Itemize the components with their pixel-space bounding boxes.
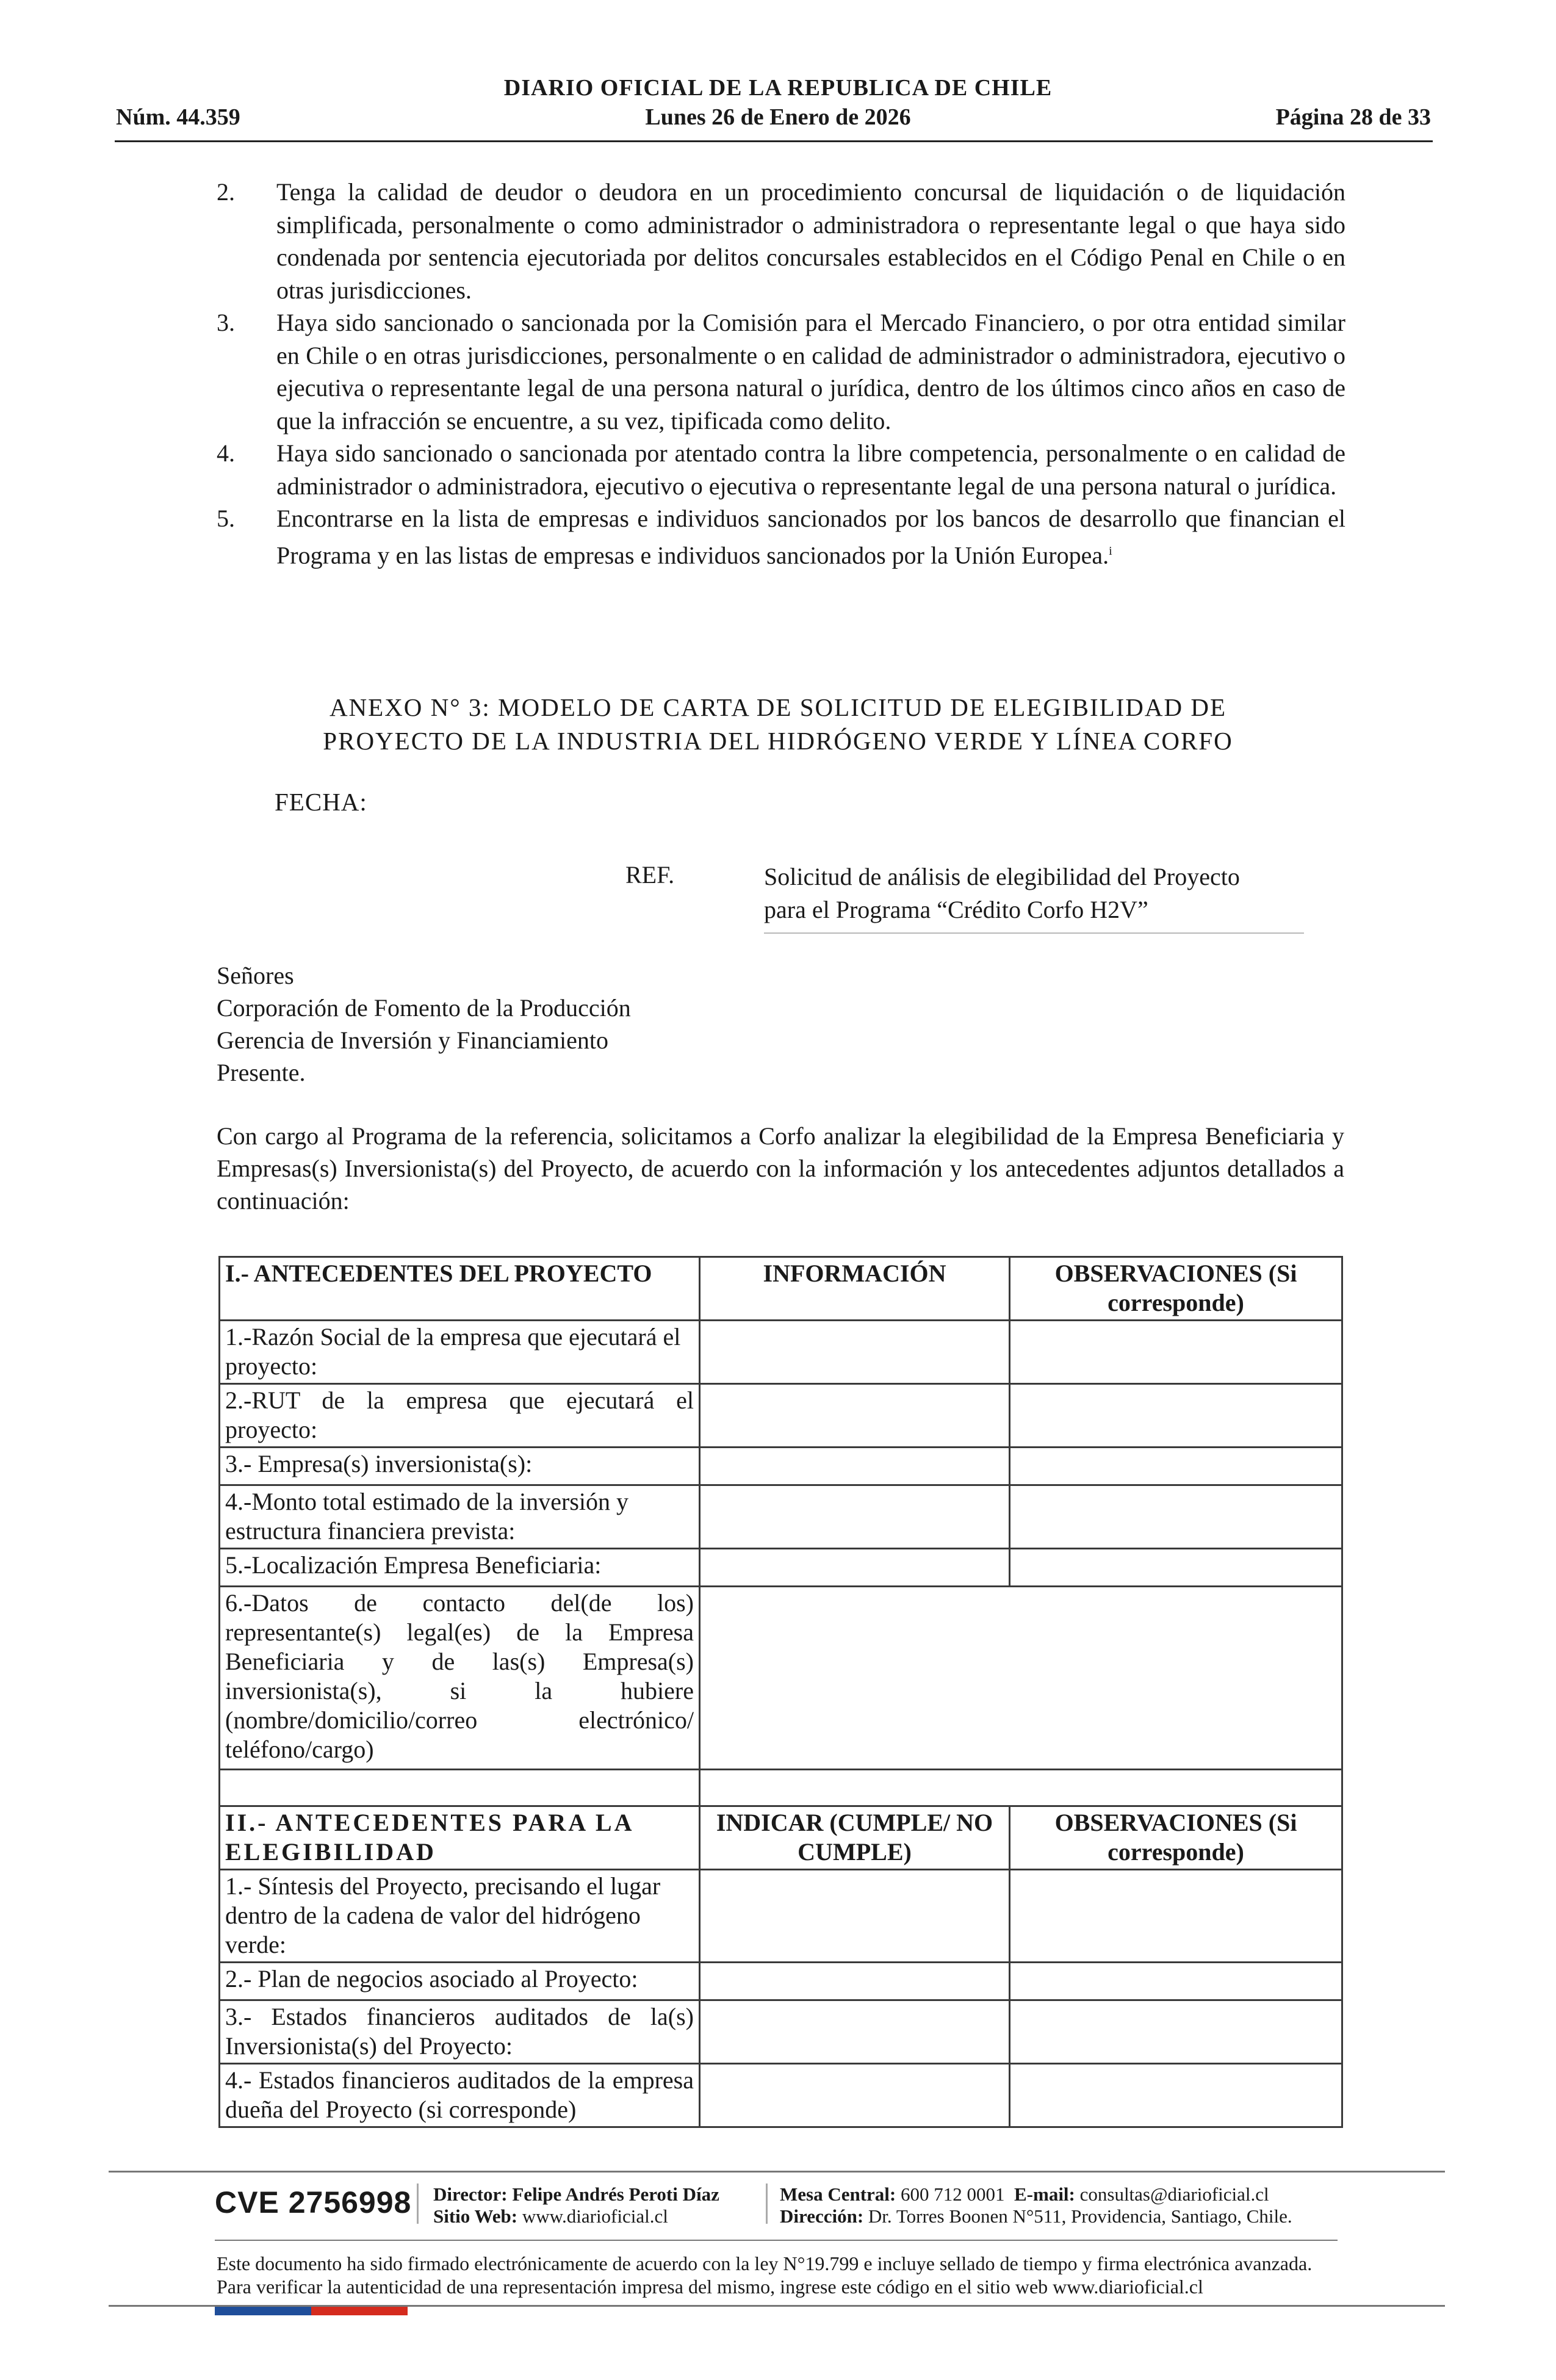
office-address: Dr. Torres Boonen N°511, Providencia, Santiago, Chile. bbox=[868, 2205, 1292, 2227]
compliance-cell[interactable] bbox=[700, 2000, 1010, 2064]
compliance-cell[interactable] bbox=[700, 1870, 1010, 1963]
flag-stripe-red bbox=[311, 2307, 408, 2315]
row-label: 2.-RUT de la empresa que ejecutará el proyecto: bbox=[220, 1384, 700, 1448]
row-label: 2.- Plan de negocios asociado al Proyecto: bbox=[220, 1963, 700, 2000]
list-item-number: 4. bbox=[217, 439, 235, 467]
address-label: Dirección: bbox=[780, 2205, 864, 2227]
row-label: 1.- Síntesis del Proyecto, precisando el lugar dentro de la cadena de valor del hidrógeno verde: bbox=[220, 1870, 700, 1963]
intro-paragraph: Con cargo al Programa de la referencia, solicitamos a Corfo analizar la elegibilidad de la Empresa Beneficiaria y Empresas(s) Inversionista(s) del Proyecto, de acuerdo con la información y los antecedentes adjuntos detallados a continuación: bbox=[217, 1122, 1344, 1214]
issue-number: Núm. 44.359 bbox=[116, 104, 240, 130]
cve-code: CVE 2756998 bbox=[215, 2185, 412, 2220]
observations-cell[interactable] bbox=[1010, 1870, 1342, 1963]
footer-separator bbox=[766, 2183, 768, 2224]
table-row bbox=[220, 2000, 1342, 2064]
footer-divider bbox=[215, 2240, 1338, 2241]
director-name: Felipe Andrés Peroti Díaz bbox=[512, 2183, 719, 2205]
table-row bbox=[220, 1549, 1342, 1587]
header-divider bbox=[115, 140, 1433, 142]
email-label: E-mail: bbox=[1014, 2183, 1075, 2205]
row-label: 5.-Localización Empresa Beneficiaria: bbox=[220, 1549, 700, 1587]
table-row bbox=[220, 2064, 1342, 2127]
ref-label: REF. bbox=[625, 861, 675, 889]
list-item-number: 5. bbox=[217, 505, 235, 532]
addressee-line: Presente. bbox=[217, 1059, 306, 1086]
addressee-block bbox=[217, 959, 631, 1089]
email-link[interactable]: consultas@diarioficial.cl bbox=[1079, 2183, 1269, 2205]
row-label: 4.-Monto total estimado de la inversión y estructura financiera prevista: bbox=[220, 1485, 700, 1549]
row-label: 6.-Datos de contacto del(de los) representante(s) legal(es) de la Empresa Beneficiaria y de las(s) Empresa(s) inversionista(s), si la hubiere (nombre/domicilio/correo electrónico/ teléfono/cargo) bbox=[220, 1587, 700, 1770]
page-number: Página 28 de 33 bbox=[1275, 104, 1431, 130]
website-link[interactable]: www.diarioficial.cl bbox=[522, 2205, 668, 2227]
observations-cell[interactable] bbox=[1010, 1485, 1342, 1549]
footnote-marker[interactable]: i bbox=[1109, 544, 1112, 558]
row-label: 1.-Razón Social de la empresa que ejecutará el proyecto: bbox=[220, 1321, 700, 1384]
table-header-row bbox=[220, 1806, 1342, 1870]
information-cell[interactable] bbox=[700, 1321, 1010, 1384]
legal-notice: Este documento ha sido firmado electrónicamente de acuerdo con la ley N°19.799 e incluye sellado de tiempo y firma electrónica avanzada. Para verificar la autenticidad de una representación impresa del mismo, ingrese este código en el sitio web www.diarioficial.cl bbox=[217, 2252, 1313, 2298]
list-item-number: 3. bbox=[217, 309, 235, 336]
list-item bbox=[217, 176, 1345, 306]
website-label: Sitio Web: bbox=[433, 2205, 518, 2227]
addressee-line: Corporación de Fomento de la Producción bbox=[217, 994, 631, 1022]
list-item-number: 2. bbox=[217, 178, 235, 206]
observations-cell[interactable] bbox=[1010, 1549, 1342, 1587]
table-row bbox=[220, 1485, 1342, 1549]
list-item-text: Tenga la calidad de deudor o deudora en un procedimiento concursal de liquidación o de liquidación simplificada, personalmente o como administrador o administradora o representante legal o que haya sido condenada por sentencia ejecutoriada por delitos concursales establecidos en el Código Penal en Chile o en otras jurisdicciones. bbox=[276, 178, 1345, 304]
ref-description bbox=[764, 860, 1240, 926]
column-header-observations: OBSERVACIONES (Si corresponde) bbox=[1010, 1806, 1342, 1870]
eligibility-form-table bbox=[218, 1256, 1343, 2128]
information-cell[interactable] bbox=[700, 1384, 1010, 1448]
table-row bbox=[220, 1448, 1342, 1485]
information-cell[interactable] bbox=[700, 1485, 1010, 1549]
table-spacer-row bbox=[220, 1770, 1342, 1806]
observations-cell[interactable] bbox=[1010, 2064, 1342, 2127]
phone-number: 600 712 0001 bbox=[901, 2183, 1005, 2205]
table-row bbox=[220, 1384, 1342, 1448]
row-label: 3.- Empresa(s) inversionista(s): bbox=[220, 1448, 700, 1485]
table-header-row bbox=[220, 1257, 1342, 1321]
annex-title-line: ANEXO N° 3: MODELO DE CARTA DE SOLICITUD DE ELEGIBILIDAD DE bbox=[329, 693, 1227, 721]
table-row bbox=[220, 1963, 1342, 2000]
observations-cell[interactable] bbox=[1010, 1448, 1342, 1485]
column-header-compliance: INDICAR (CUMPLE/ NO CUMPLE) bbox=[700, 1806, 1010, 1870]
numbered-list bbox=[217, 176, 1345, 571]
addressee-line: Señores bbox=[217, 962, 294, 989]
ref-line: Solicitud de análisis de elegibilidad del Proyecto bbox=[764, 863, 1240, 890]
table-row bbox=[220, 1870, 1342, 1963]
ref-line: para el Programa “Crédito Corfo H2V” bbox=[764, 896, 1148, 923]
footer-contact-block bbox=[780, 2183, 1292, 2227]
contact-data-cell[interactable] bbox=[700, 1587, 1342, 1770]
director-label: Director: bbox=[433, 2183, 508, 2205]
row-label: 4.- Estados financieros auditados de la empresa dueña del Proyecto (si corresponde) bbox=[220, 2064, 700, 2127]
phone-label: Mesa Central: bbox=[780, 2183, 896, 2205]
empty-cell bbox=[700, 1770, 1342, 1806]
compliance-cell[interactable] bbox=[700, 2064, 1010, 2127]
footer-director-block bbox=[433, 2183, 719, 2227]
information-cell[interactable] bbox=[700, 1549, 1010, 1587]
date-label: FECHA: bbox=[275, 788, 367, 816]
footer-separator bbox=[417, 2183, 419, 2224]
addressee-line: Gerencia de Inversión y Financiamiento bbox=[217, 1026, 608, 1054]
observations-cell[interactable] bbox=[1010, 1384, 1342, 1448]
newspaper-title: DIARIO OFICIAL DE LA REPUBLICA DE CHILE bbox=[503, 75, 1053, 101]
list-item bbox=[217, 502, 1345, 571]
row-label: 3.- Estados financieros auditados de la(s) Inversionista(s) del Proyecto: bbox=[220, 2000, 700, 2064]
section-2-header: II.- ANTECEDENTES PARA LA ELEGIBILIDAD bbox=[220, 1806, 700, 1870]
column-header-observations: OBSERVACIONES (Si corresponde) bbox=[1010, 1257, 1342, 1321]
list-item-text: Haya sido sancionado o sancionada por la Comisión para el Mercado Financiero, o por otra entidad similar en Chile o en otras jurisdicciones, personalmente o en calidad de administrador o administradora, ejecutivo o ejecutiva o representante legal de una persona natural o jurídica, dentro de los últimos cinco años en caso de que la infracción se encuentre, a su vez, tipificada como delito. bbox=[276, 309, 1345, 435]
section-1-header: I.- ANTECEDENTES DEL PROYECTO bbox=[220, 1257, 700, 1321]
information-cell[interactable] bbox=[700, 1448, 1010, 1485]
annex-title-line: PROYECTO DE LA INDUSTRIA DEL HIDRÓGENO VERDE Y LÍNEA CORFO bbox=[323, 727, 1233, 755]
flag-stripe-blue bbox=[215, 2307, 311, 2315]
empty-cell bbox=[220, 1770, 700, 1806]
compliance-cell[interactable] bbox=[700, 1963, 1010, 2000]
table-row bbox=[220, 1321, 1342, 1384]
footer-divider bbox=[109, 2171, 1445, 2173]
column-header-information: INFORMACIÓN bbox=[700, 1257, 1010, 1321]
list-item-text: Encontrarse en la lista de empresas e individuos sancionados por los bancos de desarrollo que financian el Programa y en las listas de empresas e individuos sancionados por la Unión Europea. bbox=[276, 505, 1345, 569]
observations-cell[interactable] bbox=[1010, 2000, 1342, 2064]
observations-cell[interactable] bbox=[1010, 1321, 1342, 1384]
issue-date: Lunes 26 de Enero de 2026 bbox=[645, 104, 911, 130]
list-item bbox=[217, 306, 1345, 437]
ref-underline bbox=[764, 932, 1304, 934]
annex-title bbox=[0, 691, 1556, 758]
list-item-text: Haya sido sancionado o sancionada por atentado contra la libre competencia, personalmente o en calidad de administrador o administradora, ejecutivo o ejecutiva o representante legal de una persona natural o jurídica. bbox=[276, 439, 1345, 500]
observations-cell[interactable] bbox=[1010, 1963, 1342, 2000]
table-row bbox=[220, 1587, 1342, 1770]
list-item bbox=[217, 437, 1345, 502]
